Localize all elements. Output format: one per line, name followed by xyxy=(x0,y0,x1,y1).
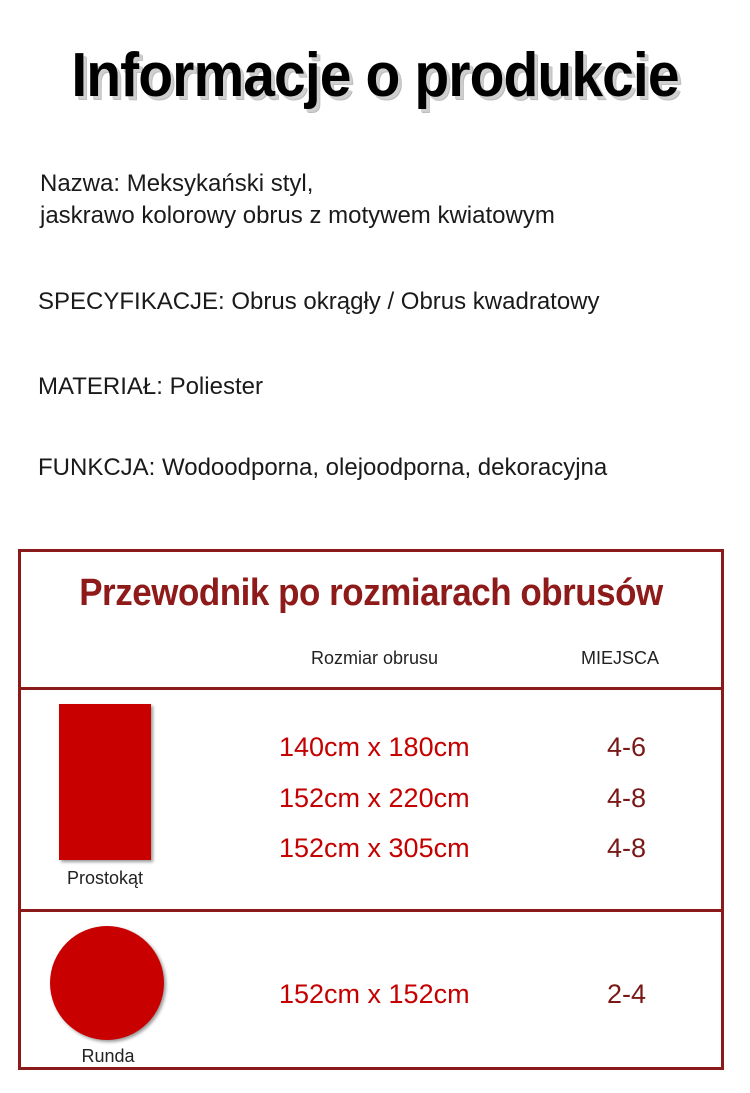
size-guide-table xyxy=(18,549,724,1070)
rectangle-label: Prostokąt xyxy=(66,868,144,888)
rectangle-shape-icon xyxy=(59,704,151,860)
product-material: MATERIAŁ: Poliester xyxy=(38,373,263,400)
divider xyxy=(21,909,721,912)
column-header-size: Rozmiar obrusu xyxy=(311,648,439,668)
size-value: 152cm x 305cm xyxy=(279,833,470,863)
seats-value: 4-6 xyxy=(607,732,647,762)
circle-shape-icon xyxy=(50,926,164,1040)
product-spec: SPECYFIKACJE: Obrus okrągły / Obrus kwadratowy xyxy=(38,288,600,315)
page-title: Informacje o produkcie xyxy=(71,41,679,110)
size-guide-title: Przewodnik po rozmiarach obrusów xyxy=(79,572,663,614)
product-function: FUNKCJA: Wodoodporna, olejoodporna, dekoracyjna xyxy=(38,454,608,481)
product-name-line2: jaskrawo kolorowy obrus z motywem kwiatowym xyxy=(40,202,555,229)
product-name xyxy=(40,168,555,232)
size-value: 140cm x 180cm xyxy=(279,732,470,762)
size-value: 152cm x 220cm xyxy=(279,783,470,813)
round-label: Runda xyxy=(81,1046,135,1066)
column-header-seats: MIEJSCA xyxy=(581,648,660,668)
product-name-line1: Nazwa: Meksykański styl, xyxy=(40,170,314,197)
seats-value: 2-4 xyxy=(607,979,647,1009)
size-value: 152cm x 152cm xyxy=(279,979,470,1009)
divider xyxy=(21,687,721,690)
seats-value: 4-8 xyxy=(607,783,647,813)
seats-value: 4-8 xyxy=(607,833,647,863)
